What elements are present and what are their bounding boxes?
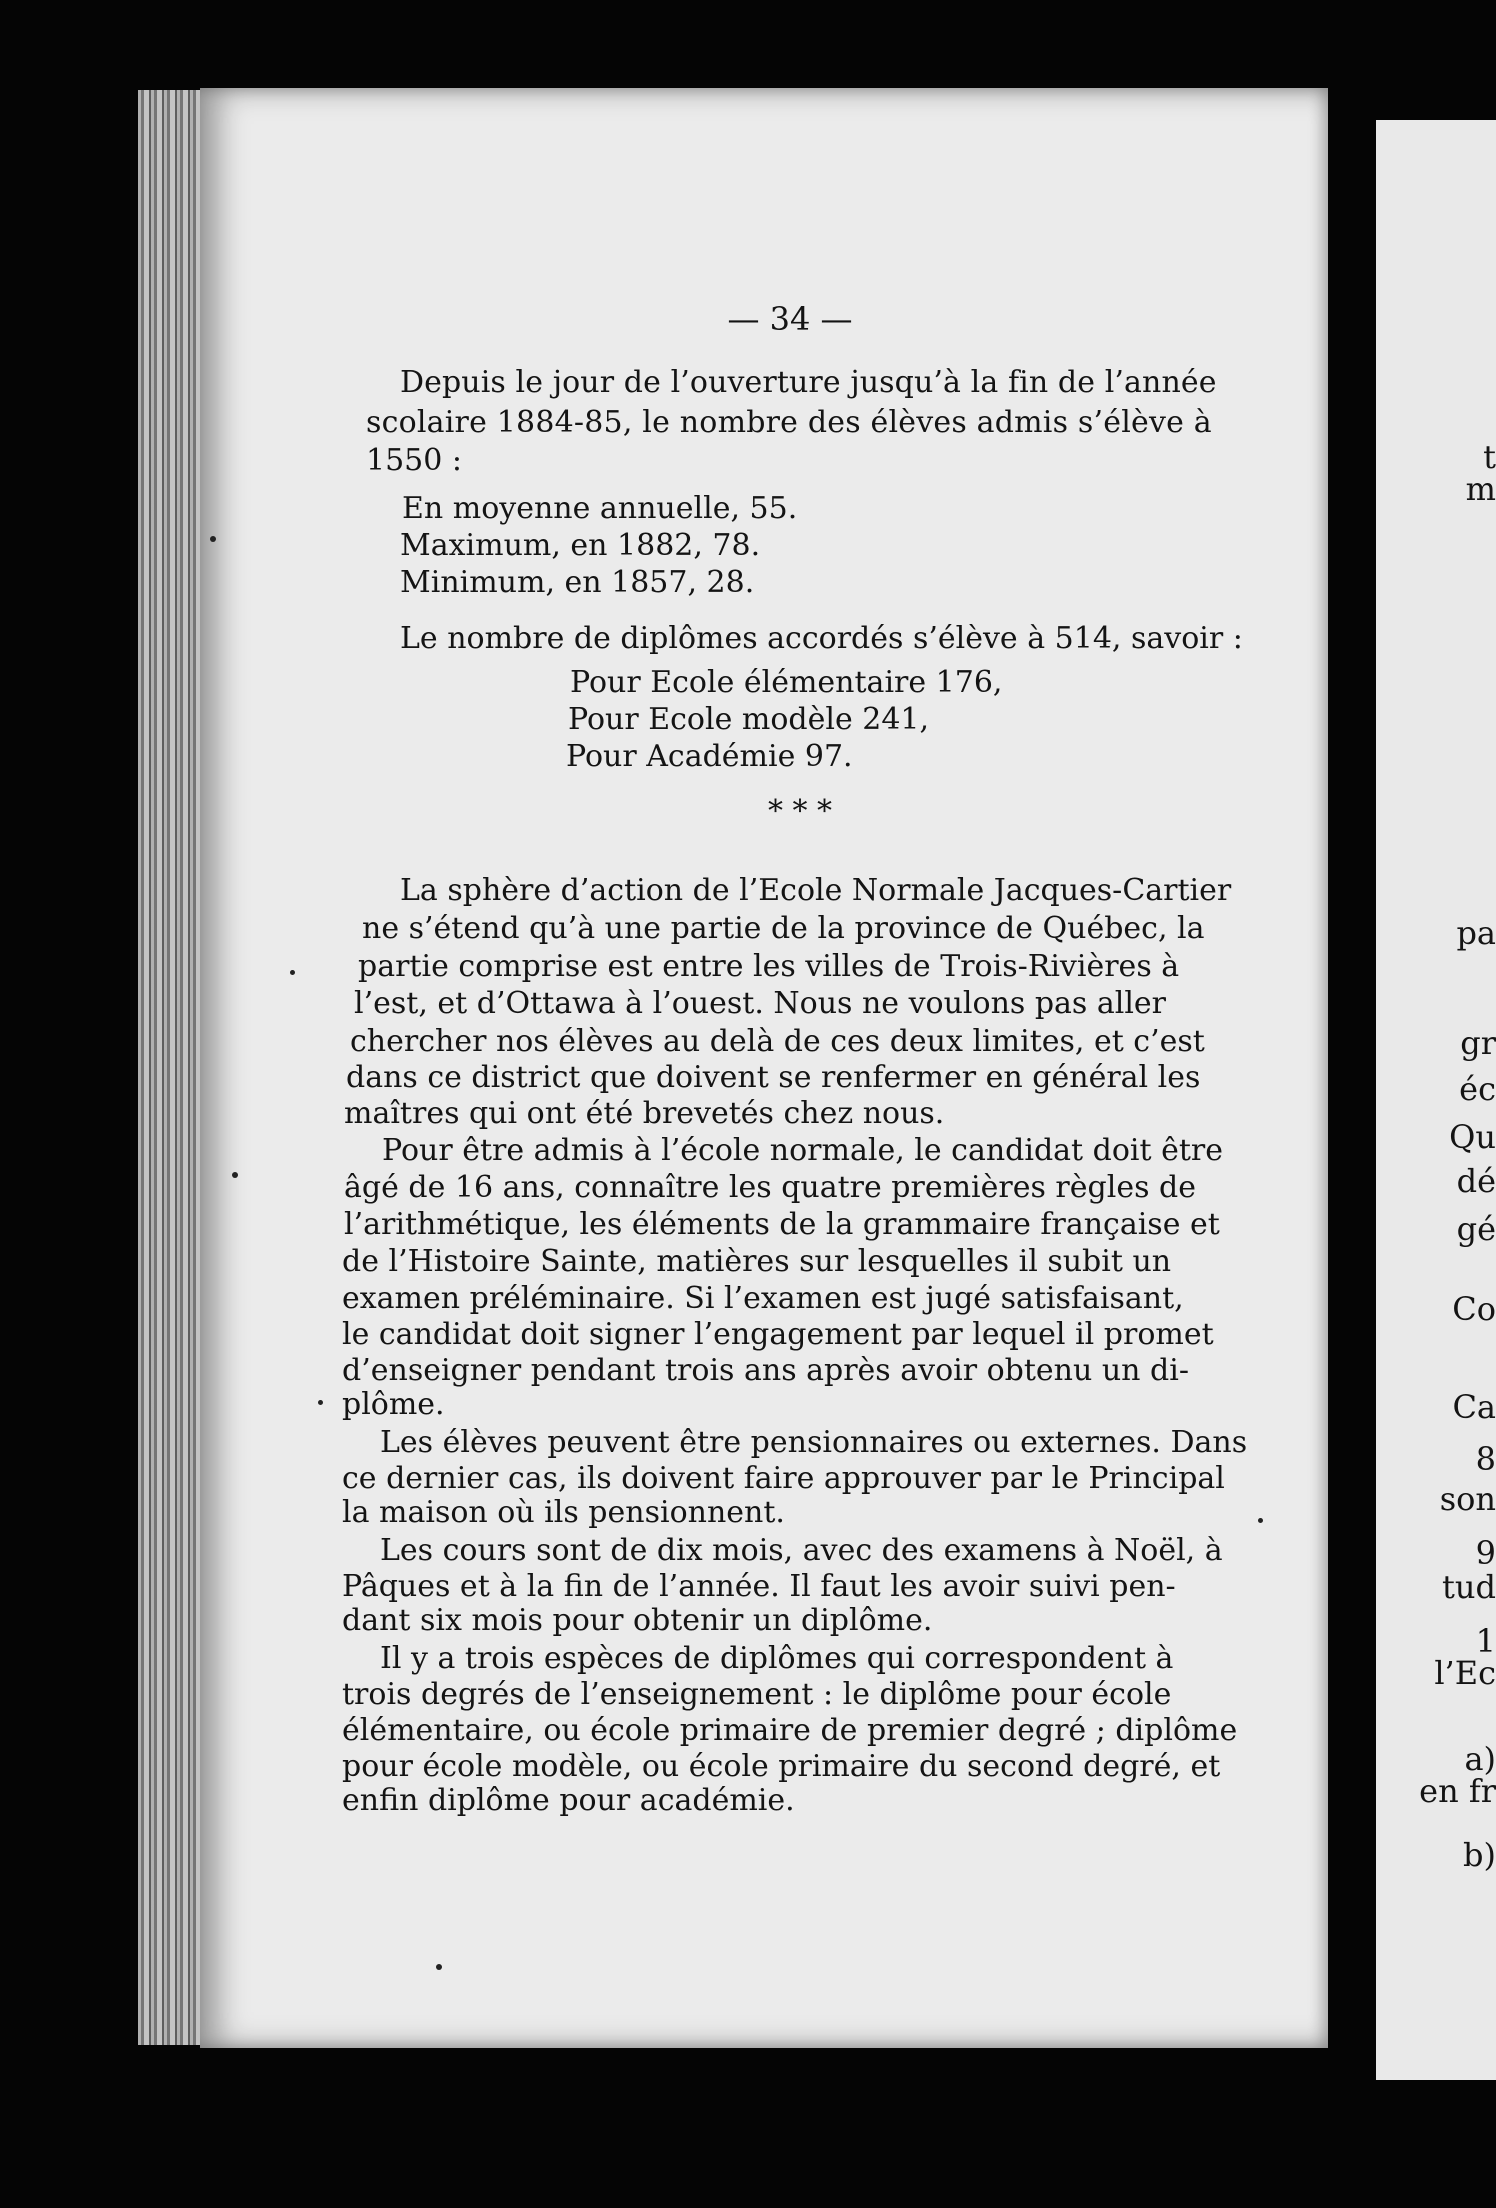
text-line: l’arithmétique, les éléments de la grammaire française et (344, 1207, 1220, 1242)
adjacent-fragment: pa (1456, 914, 1496, 952)
adjacent-fragment: b) (1463, 1836, 1496, 1874)
text-line: la maison où ils pensionnent. (342, 1495, 785, 1530)
text-line: Pour Ecole élémentaire 176, (570, 665, 1003, 700)
text-line: En moyenne annuelle, 55. (402, 491, 798, 526)
ink-speck (210, 536, 216, 542)
text-line: l’est, et d’Ottawa à l’ouest. Nous ne voulons pas aller (354, 986, 1167, 1021)
text-line: Pour Académie 97. (566, 739, 853, 774)
text-line: ne s’étend qu’à une partie de la province de Québec, la (362, 911, 1205, 946)
adjacent-fragment: 9 (1475, 1534, 1496, 1572)
adjacent-fragment: m (1465, 470, 1496, 508)
text-line: trois degrés de l’enseignement : le diplôme pour école (342, 1677, 1172, 1712)
text-line: partie comprise est entre les villes de Trois-Rivières à (358, 949, 1180, 984)
text-line: chercher nos élèves au delà de ces deux limites, et c’est (350, 1024, 1205, 1059)
ink-speck (232, 1172, 238, 1178)
ink-speck (290, 970, 295, 975)
text-line: scolaire 1884-85, le nombre des élèves admis s’élève à (366, 405, 1212, 440)
text-line: Depuis le jour de l’ouverture jusqu’à la fin de l’année (400, 365, 1217, 400)
text-line: Pour Ecole modèle 241, (568, 702, 930, 737)
text-line: âgé de 16 ans, connaître les quatre premières règles de (344, 1170, 1196, 1205)
text-line: plôme. (342, 1387, 445, 1422)
text-line: de l’Histoire Sainte, matières sur lesquelles il subit un (342, 1244, 1172, 1279)
adjacent-fragment: gr (1460, 1024, 1496, 1062)
text-line: pour école modèle, ou école primaire du second degré, et (342, 1749, 1221, 1784)
text-line: le candidat doit signer l’engagement par lequel il promet (342, 1317, 1214, 1352)
text-line: Il y a trois espèces de diplômes qui correspondent à (380, 1641, 1174, 1676)
text-line: Les élèves peuvent être pensionnaires ou externes. Dans (380, 1425, 1248, 1460)
text-line: Pour être admis à l’école normale, le candidat doit être (382, 1133, 1223, 1168)
adjacent-fragment: l’Ec (1434, 1654, 1496, 1692)
text-line: Pâques et à la fin de l’année. Il faut les avoir suivi pen- (342, 1569, 1176, 1604)
text-line: La sphère d’action de l’Ecole Normale Jacques-Cartier (400, 873, 1232, 908)
text-line: maîtres qui ont été brevetés chez nous. (344, 1096, 945, 1131)
adjacent-fragment: son (1439, 1480, 1496, 1518)
text-line: enfin diplôme pour académie. (342, 1783, 795, 1818)
section-separator: * * * (767, 794, 833, 829)
adjacent-fragment: Qu (1449, 1118, 1496, 1156)
ink-speck (436, 1964, 442, 1970)
text-line: Les cours sont de dix mois, avec des examens à Noël, à (380, 1533, 1223, 1568)
adjacent-fragment: éc (1459, 1070, 1496, 1108)
ink-speck (318, 1400, 323, 1405)
adjacent-fragment: t (1483, 438, 1496, 476)
adjacent-fragment: tud (1442, 1568, 1496, 1606)
text-line: Minimum, en 1857, 28. (400, 565, 755, 600)
text-line: dant six mois pour obtenir un diplôme. (342, 1603, 933, 1638)
text-line: ce dernier cas, ils doivent faire approuver par le Principal (342, 1461, 1225, 1496)
adjacent-fragment: Ca (1452, 1388, 1496, 1426)
adjacent-fragment: en fr (1419, 1772, 1496, 1810)
adjacent-page (1376, 120, 1496, 2080)
adjacent-fragment: 8 (1475, 1440, 1496, 1478)
text-line: Le nombre de diplômes accordés s’élève à 514, savoir : (400, 621, 1243, 656)
adjacent-fragment: a) (1464, 1740, 1496, 1778)
ink-speck (1258, 1518, 1263, 1523)
adjacent-fragment: gé (1456, 1210, 1496, 1248)
adjacent-fragment: Co (1452, 1290, 1496, 1328)
adjacent-fragment: 1 (1475, 1622, 1496, 1660)
text-line: élémentaire, ou école primaire de premier degré ; diplôme (342, 1713, 1238, 1748)
text-line: Maximum, en 1882, 78. (400, 528, 761, 563)
text-line: d’enseigner pendant trois ans après avoir obtenu un di- (342, 1353, 1189, 1388)
text-line: dans ce district que doivent se renfermer en général les (346, 1060, 1201, 1095)
adjacent-fragment: dé (1456, 1162, 1496, 1200)
page-number: — 34 — (727, 300, 853, 338)
text-line: 1550 : (366, 443, 462, 478)
text-line: examen préléminaire. Si l’examen est jugé satisfaisant, (342, 1281, 1184, 1316)
